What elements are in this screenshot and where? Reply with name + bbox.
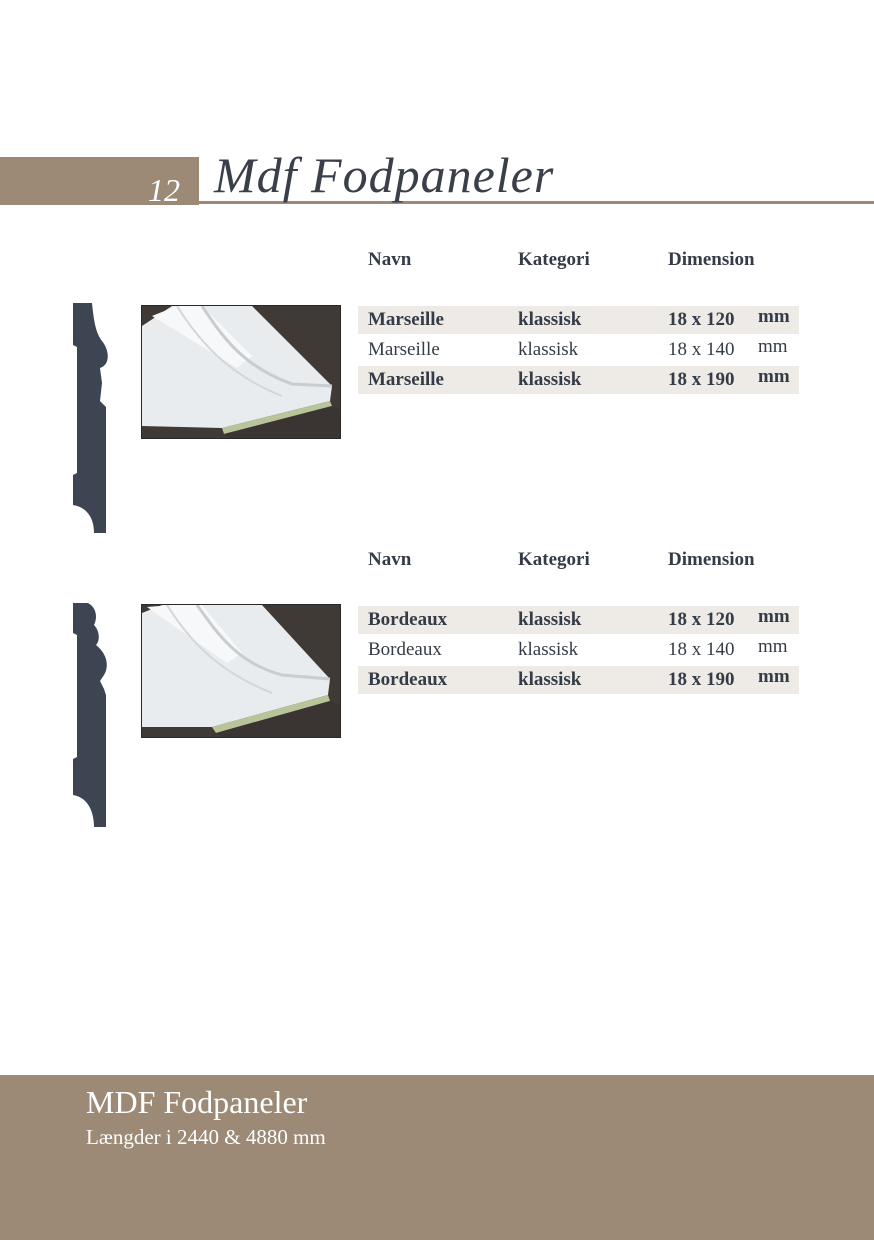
row-unit: mm xyxy=(758,366,790,387)
row-dimension: 18 x 140 xyxy=(668,339,735,360)
col-header-dimension: Dimension xyxy=(668,549,755,570)
marseille-product-photo xyxy=(141,305,341,439)
row-category: klassisk xyxy=(518,309,582,330)
table-row xyxy=(358,666,799,694)
row-category: klassisk xyxy=(518,369,582,390)
table-row xyxy=(358,336,799,364)
footer-title: MDF Fodpaneler xyxy=(86,1084,308,1120)
bordeaux-product-photo xyxy=(141,604,341,738)
row-unit: mm xyxy=(758,636,788,657)
row-dimension: 18 x 120 xyxy=(668,309,735,330)
col-header-name: Navn xyxy=(368,249,412,270)
row-name: Marseille xyxy=(368,339,440,360)
row-name: Marseille xyxy=(368,309,444,330)
row-category: klassisk xyxy=(518,339,579,360)
page-title: Mdf Fodpaneler xyxy=(214,147,555,203)
col-header-name: Navn xyxy=(368,549,412,570)
col-header-category: Kategori xyxy=(518,549,590,570)
row-name: Marseille xyxy=(368,369,444,390)
row-category: klassisk xyxy=(518,669,582,690)
row-dimension: 18 x 190 xyxy=(668,669,735,690)
table-row xyxy=(358,306,799,334)
marseille-profile-icon xyxy=(70,303,110,533)
footer-subtitle: Længder i 2440 & 4880 mm xyxy=(86,1125,326,1149)
table-row xyxy=(358,366,799,394)
table-row xyxy=(358,606,799,634)
row-name: Bordeaux xyxy=(368,639,442,660)
row-dimension: 18 x 140 xyxy=(668,639,735,660)
table-row xyxy=(358,636,799,664)
row-unit: mm xyxy=(758,336,788,357)
page-number: 12 xyxy=(148,172,180,208)
col-header-category: Kategori xyxy=(518,249,590,270)
row-dimension: 18 x 120 xyxy=(668,609,735,630)
row-name: Bordeaux xyxy=(368,609,448,630)
bordeaux-profile-icon xyxy=(70,603,110,827)
row-category: klassisk xyxy=(518,639,579,660)
row-category: klassisk xyxy=(518,609,582,630)
col-header-dimension: Dimension xyxy=(668,249,755,270)
row-name: Bordeaux xyxy=(368,669,448,690)
row-unit: mm xyxy=(758,306,790,327)
row-dimension: 18 x 190 xyxy=(668,369,735,390)
row-unit: mm xyxy=(758,606,790,627)
row-unit: mm xyxy=(758,666,790,687)
